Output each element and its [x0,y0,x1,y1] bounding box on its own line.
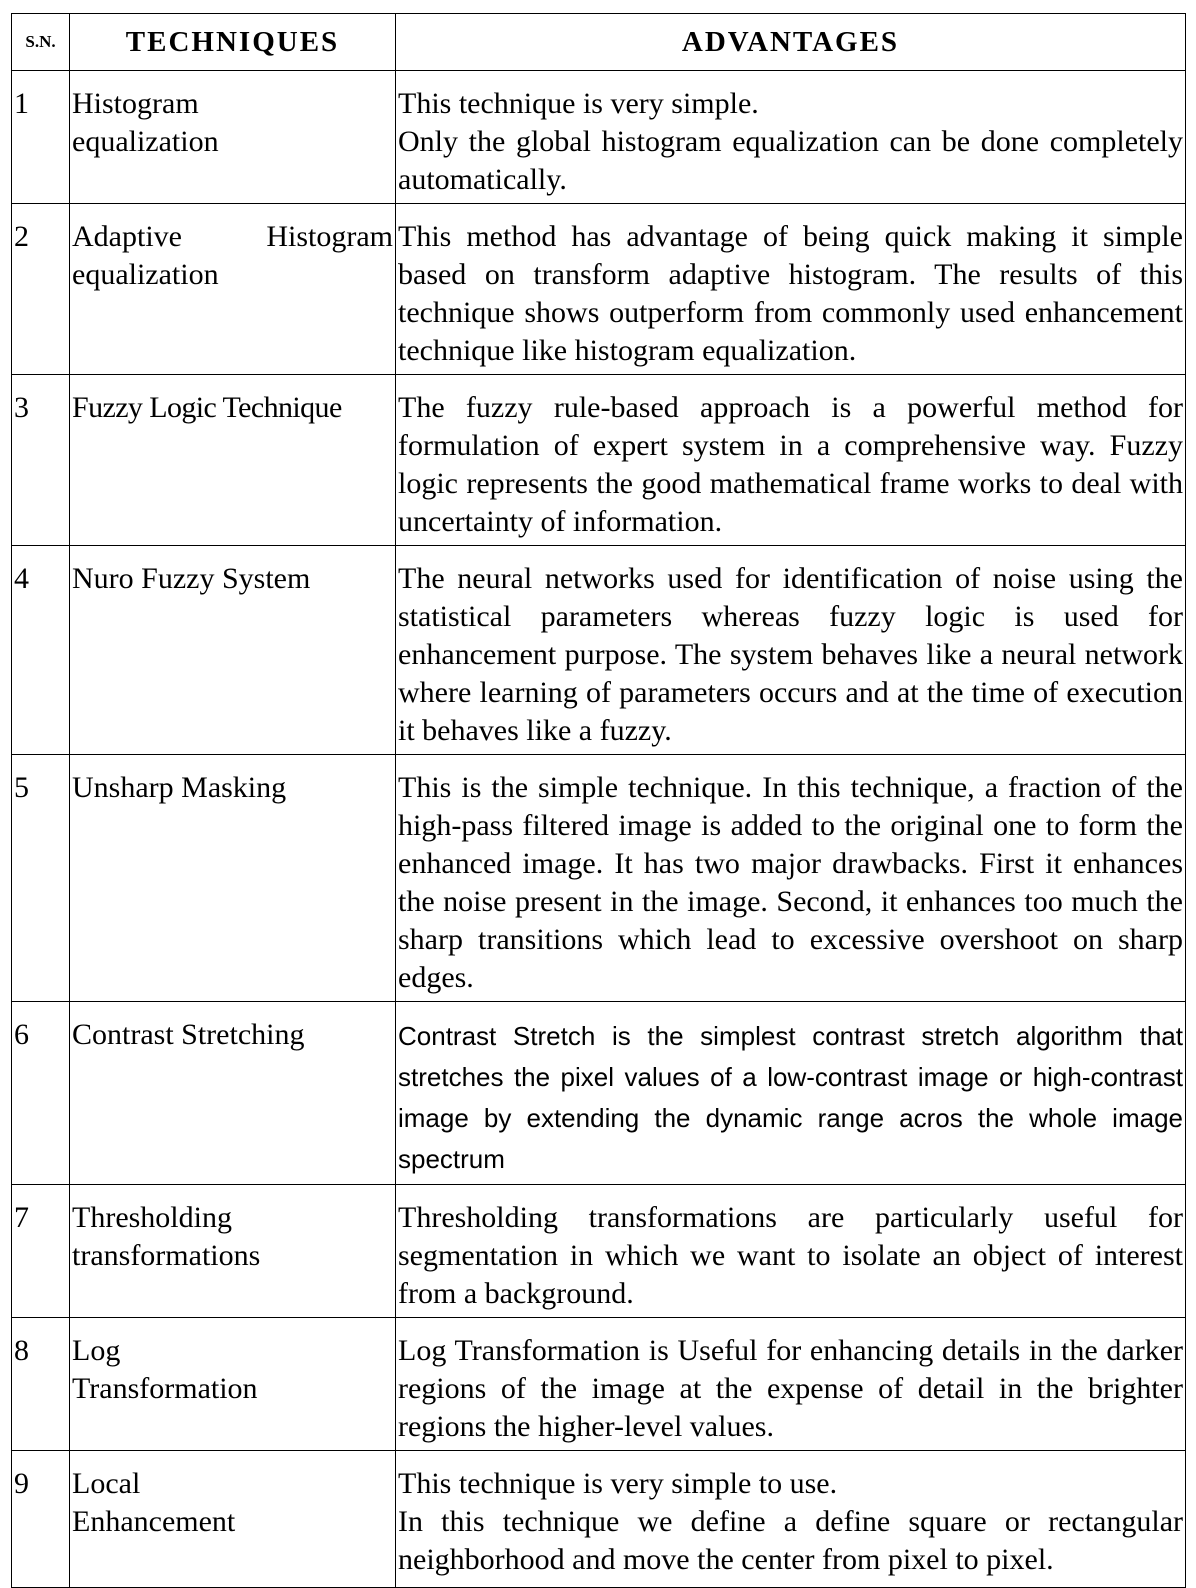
advantages-cell [396,375,1186,546]
header-sn: S.N. [12,14,70,71]
advantages-text: The fuzzy rule-based approach is a powerful method for formulation of expert system in a comprehensive way. Fuzzy logic represents the good mathematical frame works to deal with uncertainty of information. [398,391,1183,538]
table-row [12,755,1186,1002]
technique-text: Local [72,1467,141,1500]
technique-text: Fuzzy Logic Technique [72,391,342,424]
table-row [12,1002,1186,1185]
advantages-text: In this technique we define a define square or rectangular neighborhood and move the center from pixel to pixel. [398,1505,1183,1576]
technique-text: transformations [72,1239,261,1272]
technique-text: Transformation [72,1372,258,1405]
technique-cell [70,1185,396,1318]
row-number: 8 [12,1318,70,1451]
techniques-table [11,13,1186,1588]
row-number: 4 [12,546,70,755]
header-advantages: ADVANTAGES [396,14,1186,71]
header-techniques: TECHNIQUES [70,14,396,71]
advantages-text: Thresholding transformations are particularly useful for segmentation in which we want to isolate an object of interest from a background. [398,1201,1183,1310]
technique-cell [70,1002,396,1185]
advantages-text: This method has advantage of being quick making it simple based on transform adaptive histogram. The results of this technique shows outperform from commonly used enhancement technique like histogram equalization. [398,220,1183,367]
advantages-text: This is the simple technique. In this technique, a fraction of the high-pass filtered image is added to the original one to form the enhanced image. It has two major drawbacks. First it enhances the noise present in the image. Second, it enhances too much the sharp transitions which lead to excessive overshoot on sharp edges. [398,771,1183,994]
advantages-cell [396,71,1186,204]
technique-text: Enhancement [72,1505,236,1538]
advantages-cell [396,1002,1186,1185]
table-row [12,204,1186,375]
row-number: 7 [12,1185,70,1318]
row-number: 2 [12,204,70,375]
advantages-cell [396,1185,1186,1318]
advantages-text: Log Transformation is Useful for enhancing details in the darker regions of the image at the expense of detail in the brighter regions the higher-level values. [398,1334,1183,1443]
technique-cell [70,1318,396,1451]
header-row [12,14,1186,71]
table-row [12,375,1186,546]
advantages-cell [396,546,1186,755]
advantages-cell [396,204,1186,375]
technique-text: Nuro Fuzzy System [72,562,311,595]
technique-cell [70,71,396,204]
row-number: 1 [12,71,70,204]
table-row [12,1185,1186,1318]
table-row [12,1451,1186,1588]
advantages-text: This technique is very simple. [398,87,759,120]
technique-cell [70,755,396,1002]
technique-cell [70,204,396,375]
technique-text: Unsharp Masking [72,771,287,804]
advantages-cell [396,1451,1186,1588]
row-number: 9 [12,1451,70,1588]
technique-text: Adaptive Histogram [72,220,393,253]
technique-text: equalization [72,125,219,158]
technique-text: Contrast Stretching [72,1018,305,1051]
technique-text: Thresholding [72,1201,232,1234]
advantages-cell [396,1318,1186,1451]
row-number: 6 [12,1002,70,1185]
table-row [12,71,1186,204]
row-number: 3 [12,375,70,546]
technique-text: equalization [72,258,219,291]
technique-cell [70,1451,396,1588]
table-row [12,546,1186,755]
advantages-cell [396,755,1186,1002]
technique-text: Histogram [72,87,199,120]
advantages-text: The neural networks used for identification of noise using the statistical parameters whereas fuzzy logic is used for enhancement purpose. The system behaves like a neural network where learning of parameters occurs and at the time of execution it behaves like a fuzzy. [398,562,1183,747]
table-row [12,1318,1186,1451]
technique-cell [70,546,396,755]
advantages-text: Only the global histogram equalization can be done completely automatically. [398,125,1183,196]
advantages-text: This technique is very simple to use. [398,1467,838,1500]
technique-text: Log [72,1334,121,1367]
technique-cell [70,375,396,546]
row-number: 5 [12,755,70,1002]
advantages-text: Contrast Stretch is the simplest contrast stretch algorithm that stretches the pixel values of a low-contrast image or high-contrast image by extending the dynamic range acros the whole image spectrum [398,1021,1183,1174]
